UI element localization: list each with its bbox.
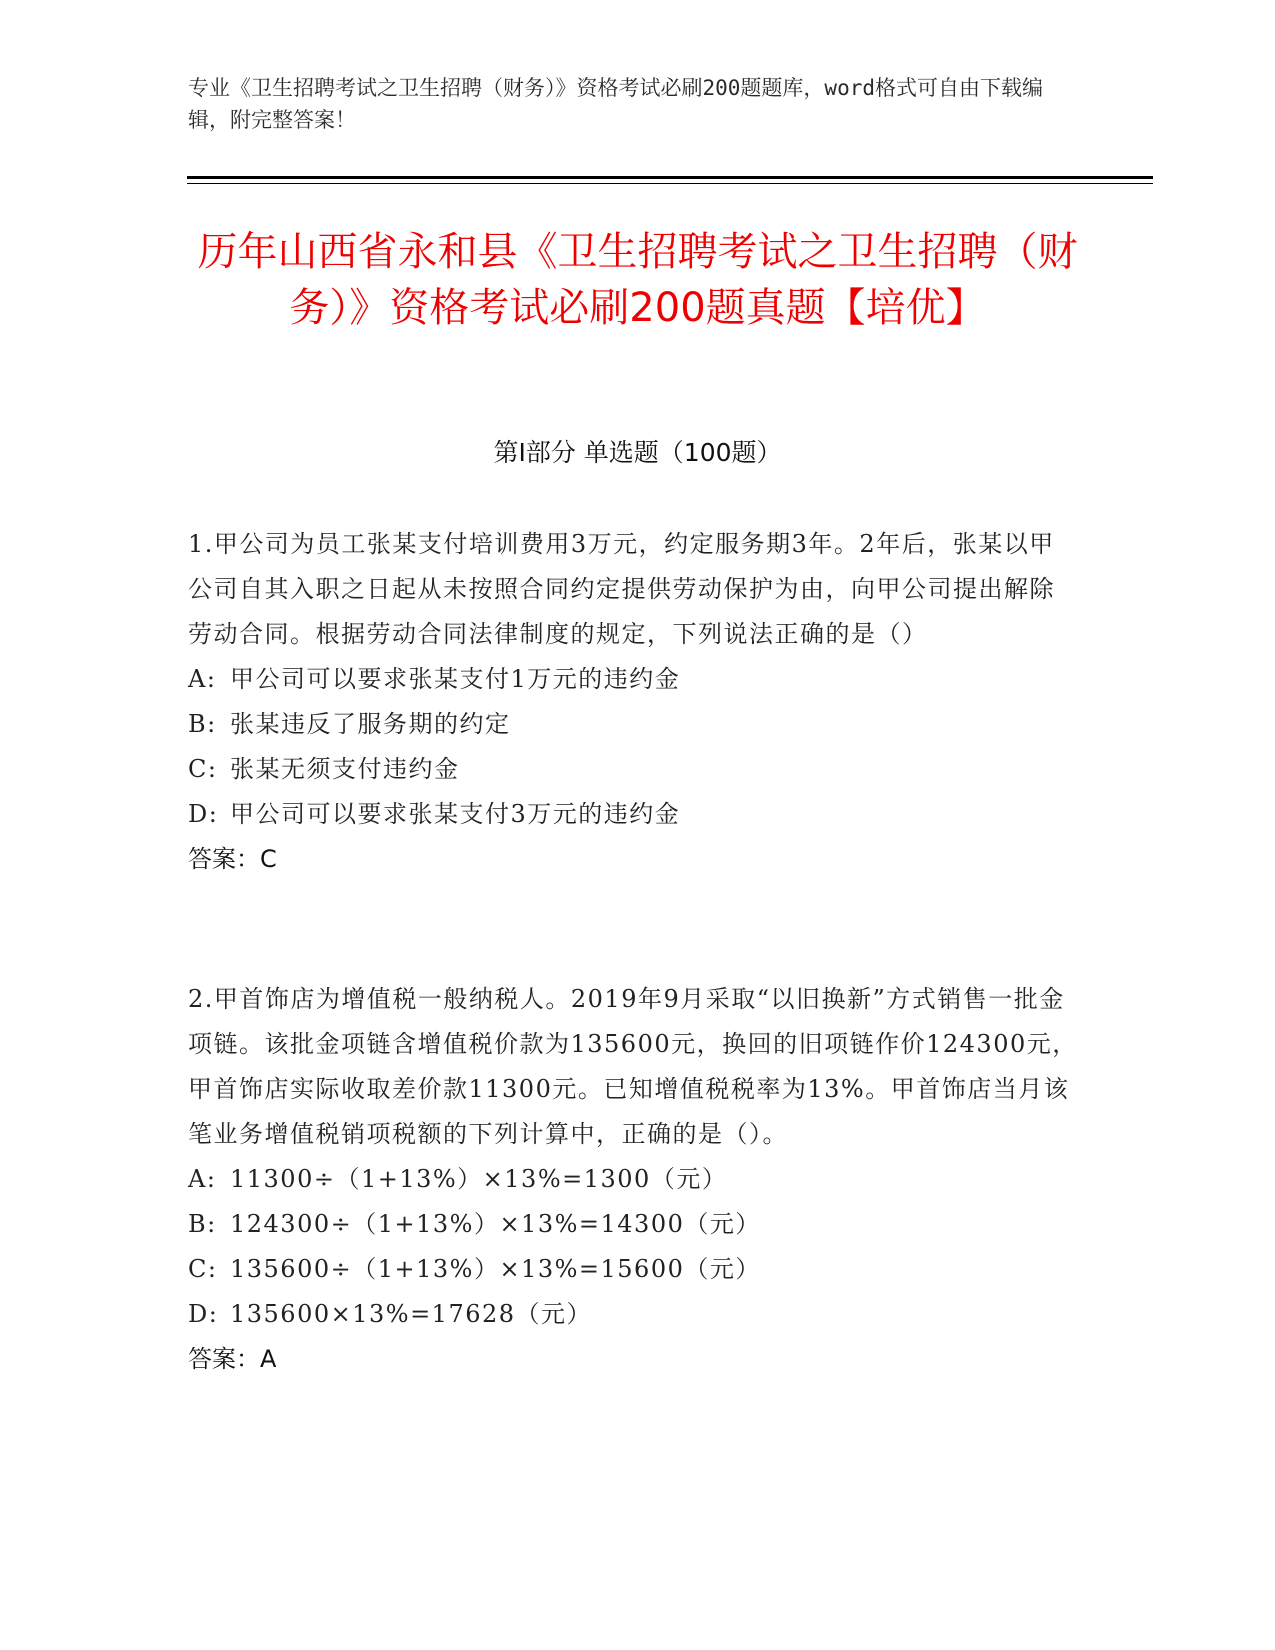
option-text: 135600÷（1+13%）×13%=15600（元） <box>230 1255 761 1283</box>
option-b <box>188 1202 1078 1247</box>
option-text: 张某无须支付违约金 <box>230 755 460 783</box>
question-1 <box>188 522 1078 882</box>
option-a <box>188 1157 1078 1202</box>
option-letter: D: <box>188 1300 219 1328</box>
option-letter: B: <box>188 1210 217 1238</box>
option-letter: C: <box>188 755 218 783</box>
option-letter: A: <box>188 665 217 693</box>
option-c <box>188 1247 1078 1292</box>
option-a <box>188 657 1078 702</box>
answer-line: 答案：C <box>188 845 277 873</box>
option-d <box>188 792 1078 837</box>
option-text: 甲公司可以要求张某支付1万元的违约金 <box>230 665 681 693</box>
option-letter: D: <box>188 800 219 828</box>
option-text: 甲公司可以要求张某支付3万元的违约金 <box>230 800 681 828</box>
header-note: 专业《卫生招聘考试之卫生招聘（财务）》资格考试必刷200题题库，word格式可自由下载编辑，附完整答案！ <box>188 76 1043 132</box>
option-c <box>188 747 1078 792</box>
answer-line: 答案：A <box>188 1345 277 1373</box>
header-divider-thick <box>187 176 1153 179</box>
option-letter: B: <box>188 710 217 738</box>
option-text: 135600×13%=17628（元） <box>230 1300 593 1328</box>
question-stem: 1.甲公司为员工张某支付培训费用3万元，约定服务期3年。2年后，张某以甲公司自其入职之日起从未按照合同约定提供劳动保护为由，向甲公司提出解除劳动合同。根据劳动合同法律制度的规定，下列说法正确的是（） <box>188 530 1055 648</box>
section-heading: 第I部分 单选题（100题） <box>493 438 782 467</box>
question-2 <box>188 977 1078 1382</box>
option-text: 124300÷（1+13%）×13%=14300（元） <box>230 1210 761 1238</box>
option-text: 张某违反了服务期的约定 <box>230 710 511 738</box>
document-title: 历年山西省永和县《卫生招聘考试之卫生招聘（财务）》资格考试必刷200题真题【培优】 <box>197 229 1078 331</box>
option-letter: C: <box>188 1255 218 1283</box>
option-text: 11300÷（1+13%）×13%=1300（元） <box>230 1165 728 1193</box>
question-stem: 2.甲首饰店为增值税一般纳税人。2019年9月采取“以旧换新”方式销售一批金项链。该批金项链含增值税价款为135600元，换回的旧项链作价124300元，甲首饰店实际收取差价款11300元。已知增值税税率为13%。甲首饰店当月该笔业务增值税销项税额的下列计算中，正确的是（）。 <box>188 985 1078 1148</box>
header-divider-thin <box>187 183 1153 184</box>
option-b <box>188 702 1078 747</box>
option-d <box>188 1292 1078 1337</box>
option-letter: A: <box>188 1165 217 1193</box>
